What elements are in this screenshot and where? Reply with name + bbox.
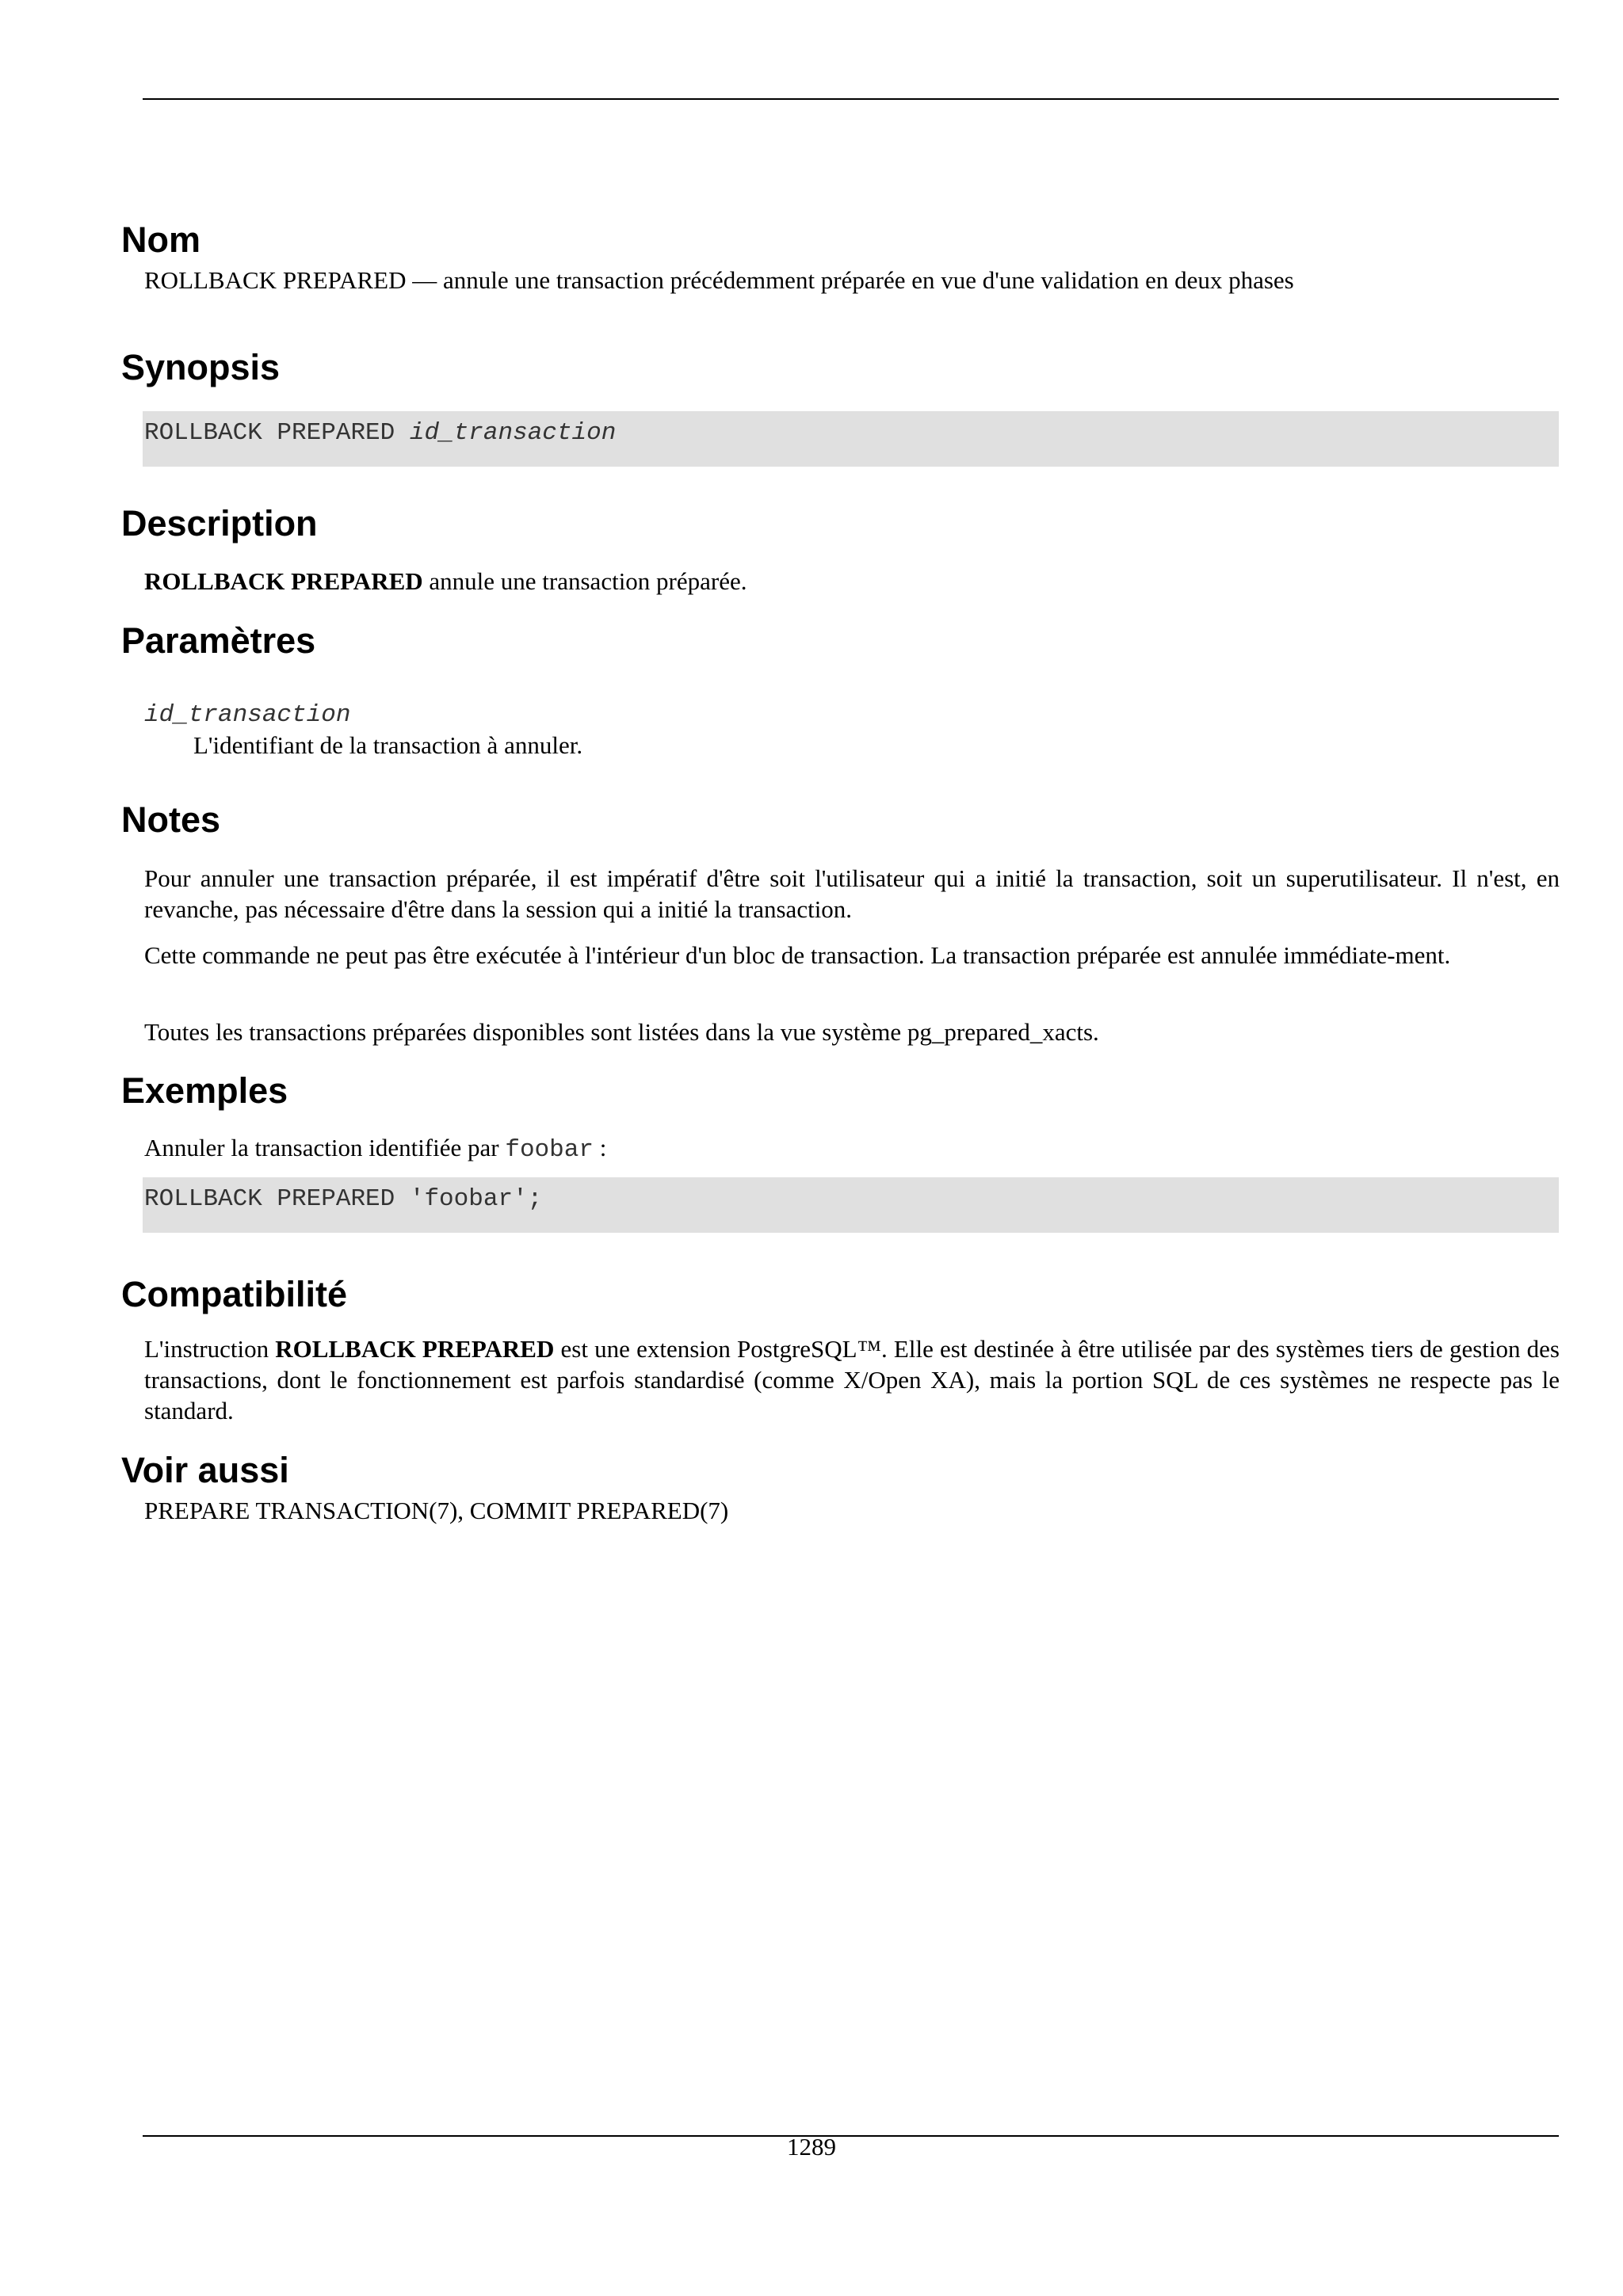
heading-parametres: Paramètres [121,620,316,661]
exemples-code-block [143,1177,1559,1233]
heading-synopsis: Synopsis [121,347,281,387]
notes-paragraph-2: Cette commande ne peut pas être exécutée à l'intérieur d'un bloc de transaction. La transaction préparée est annulée immédiate-ment. [144,941,1451,969]
exemples-intro-text: Annuler la transaction identifiée par [144,1134,506,1161]
heading-exemples: Exemples [121,1070,288,1111]
exemples-intro [144,1132,1560,1165]
exemples-code: ROLLBACK PREPARED 'foobar'; [144,1185,543,1213]
heading-voir-aussi: Voir aussi [121,1450,289,1490]
heading-description: Description [121,503,318,543]
compatibilite-text-start: L'instruction [144,1335,276,1363]
heading-notes: Notes [121,799,221,840]
exemples-intro-end: : [593,1134,607,1161]
synopsis-parameter: id_transaction [409,419,617,447]
notes-paragraph-1: Pour annuler une transaction préparée, il est impératif d'être soit l'utilisateur qui a initié la transaction, soit un superutilisateur. Il n'est, en revanche, pas nécessaire d'être dans la session qui a initié la transaction. [144,864,1560,923]
heading-compatibilite: Compatibilité [121,1274,348,1314]
synopsis-code-block [143,411,1559,467]
voir-aussi-text: PREPARE TRANSACTION(7), COMMIT PREPARED(7) [144,1497,729,1524]
nom-text: ROLLBACK PREPARED — annule une transaction précédemment préparée en vue d'une validation en deux phases [144,266,1294,294]
description-text [144,566,1560,597]
compatibilite-command: ROLLBACK PREPARED [275,1335,555,1363]
compatibilite-text [144,1333,1560,1426]
parameter-definition: L'identifiant de la transaction à annuler. [193,731,583,759]
heading-nom: Nom [121,219,200,260]
synopsis-command: ROLLBACK PREPARED [144,419,395,447]
exemples-intro-code: foobar [505,1136,594,1164]
compatibilite-text-end: est une extension PostgreSQL™. Elle est destinée à être utilisée par des systèmes tiers de gestion des transactions, dont le fonctionnement est parfois standardisé (comme X/Open XA), mais la portion SQL de ces systèmes ne respecte pas le standard. [144,1335,1560,1425]
header-rule [143,98,1559,100]
notes-paragraph-3: Toutes les transactions préparées disponibles sont listées dans la vue système pg_prepared_xacts. [144,1018,1099,1046]
page-number: 1289 [787,2133,836,2161]
description-rest: annule une transaction préparée. [422,567,747,595]
parameter-term: id_transaction [144,701,351,729]
description-command: ROLLBACK PREPARED [144,567,423,595]
